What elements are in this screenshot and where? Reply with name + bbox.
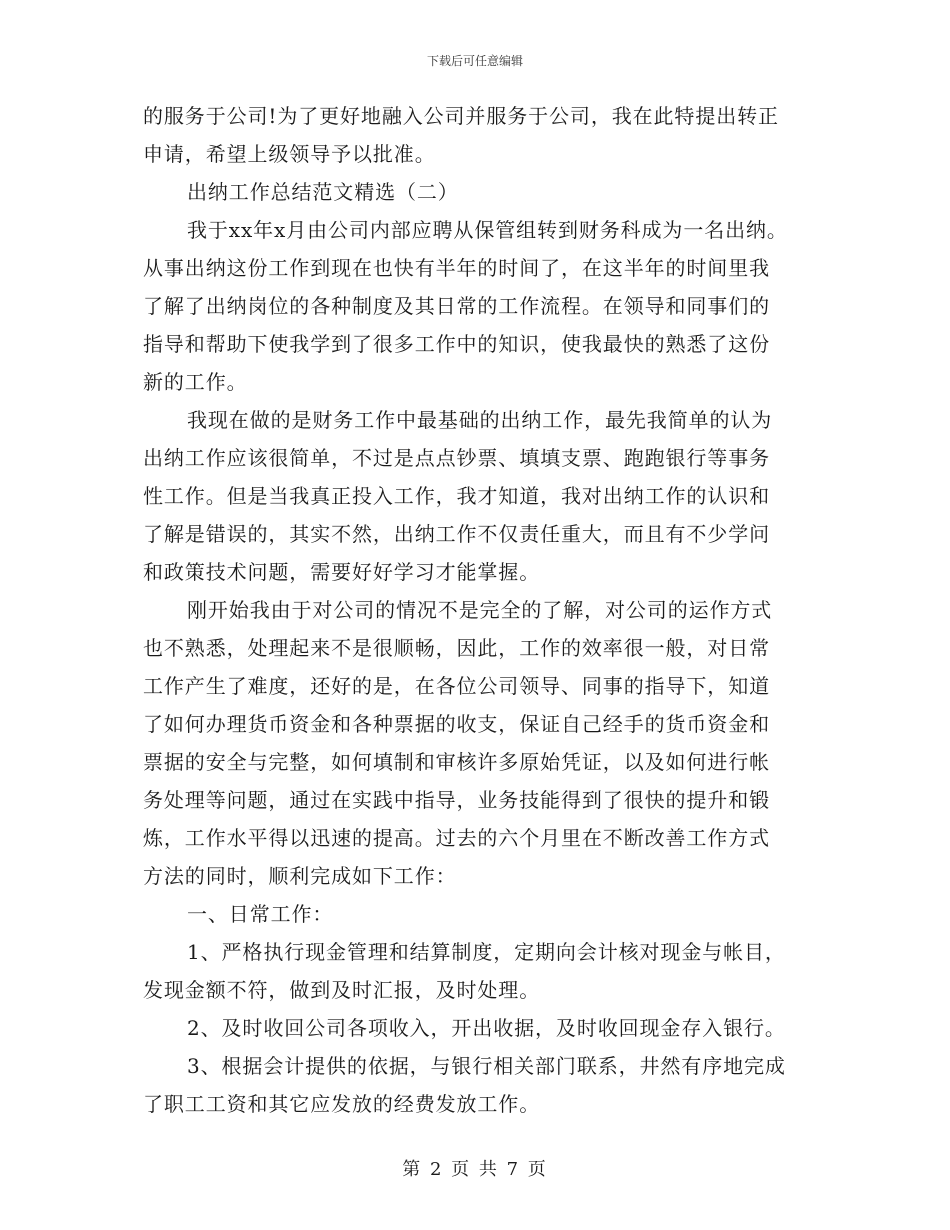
text-line: 刚开始我由于对公司的情况不是完全的了解，对公司的运作方式	[187, 598, 773, 622]
text-line: 出纳工作总结范文精选（二）	[187, 180, 459, 204]
document-body	[143, 106, 823, 1132]
page-header: 下载后可任意编辑	[426, 54, 523, 68]
text-line: 发现金额不符，做到及时汇报，及时处理。	[143, 978, 541, 1002]
text-line: 方法的同时，顺利完成如下工作：	[143, 864, 457, 888]
page-footer: 第 2 页 共 7 页	[402, 1159, 548, 1180]
text-line: 和政策技术问题，需要好好学习才能掌握。	[143, 560, 541, 584]
text-line: 了职工工资和其它应发放的经费发放工作。	[143, 1092, 541, 1116]
text-line: 我现在做的是财务工作中最基础的出纳工作，最先我简单的认为	[187, 408, 773, 432]
text-line: 1、严格执行现金管理和结算制度，定期向会计核对现金与帐目，	[187, 940, 786, 964]
text-line: 了解了出纳岗位的各种制度及其日常的工作流程。在领导和同事们的	[143, 294, 770, 318]
text-line: 我于xx年x月由公司内部应聘从保管组转到财务科成为一名出纳。	[187, 218, 788, 242]
text-line: 的服务于公司!为了更好地融入公司并服务于公司，我在此特提出转正	[143, 104, 779, 128]
text-line: 性工作。但是当我真正投入工作，我才知道，我对出纳工作的认识和	[143, 484, 770, 508]
text-line: 申请，希望上级领导予以批准。	[143, 142, 436, 166]
text-line: 指导和帮助下使我学到了很多工作中的知识，使我最快的熟悉了这份	[143, 332, 770, 356]
text-line: 务处理等问题，通过在实践中指导，业务技能得到了很快的提升和锻	[143, 788, 770, 812]
text-line: 出纳工作应该很简单，不过是点点钞票、填填支票、跑跑银行等事务	[143, 446, 770, 470]
text-line: 2、及时收回公司各项收入，开出收据，及时收回现金存入银行。	[187, 1016, 786, 1040]
text-line: 也不熟悉，处理起来不是很顺畅，因此，工作的效率很一般，对日常	[143, 636, 770, 660]
text-line: 了解是错误的，其实不然，出纳工作不仅责任重大，而且有不少学问	[143, 522, 770, 546]
text-line: 了如何办理货币资金和各种票据的收支，保证自己经手的货币资金和	[143, 712, 770, 736]
text-line: 3、根据会计提供的依据，与银行相关部门联系，井然有序地完成	[187, 1054, 786, 1078]
text-line: 炼，工作水平得以迅速的提高。过去的六个月里在不断改善工作方式	[143, 826, 770, 850]
text-line: 新的工作。	[143, 370, 248, 394]
text-line: 一、日常工作：	[187, 902, 334, 926]
text-line: 票据的安全与完整，如何填制和审核许多原始凭证，以及如何进行帐	[143, 750, 770, 774]
text-line: 从事出纳这份工作到现在也快有半年的时间了，在这半年的时间里我	[143, 256, 770, 280]
text-line: 工作产生了难度，还好的是，在各位公司领导、同事的指导下，知道	[143, 674, 770, 698]
